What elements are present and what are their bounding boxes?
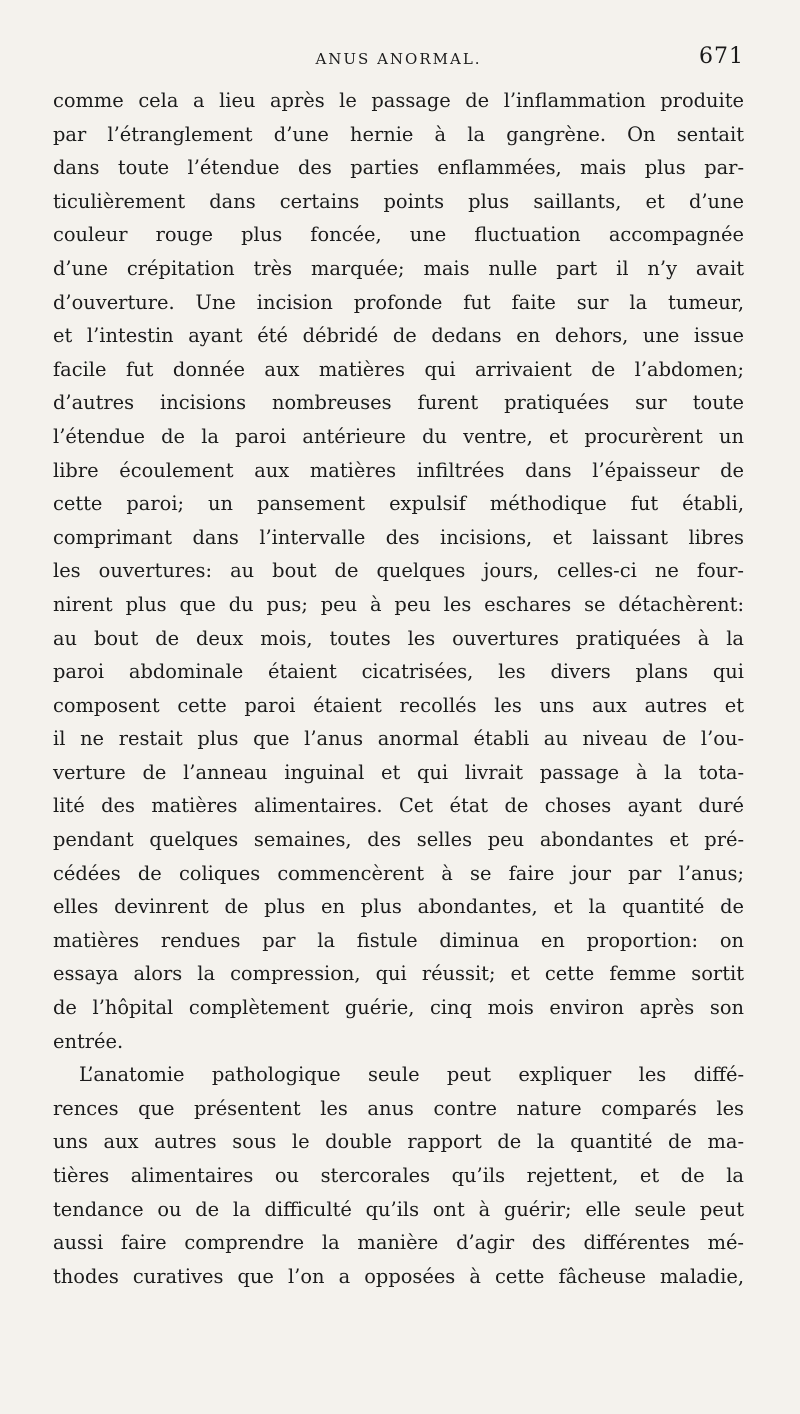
text-line: entrée. <box>53 1029 124 1053</box>
text-line: elles devinrent de plus en plus abondantes, et la quantité de <box>53 895 744 919</box>
text-line: d’une crépitation très marquée; mais nulle part il n’y avait <box>53 256 744 280</box>
paragraph-1 <box>53 84 744 1058</box>
text-line: dans toute l’étendue des parties enflammées, mais plus par- <box>53 156 744 180</box>
text-line: comprimant dans l’intervalle des incisions, et laissant libres <box>53 525 744 549</box>
text-line: matières rendues par la fistule diminua en proportion: on <box>53 928 744 952</box>
text-line: tendance ou de la difficulté qu’ils ont à guérir; elle seule peut <box>53 1197 744 1221</box>
text-line: rences que présentent les anus contre nature comparés les <box>53 1096 744 1120</box>
text-line: thodes curatives que l’on a opposées à cette fâcheuse maladie, <box>53 1264 744 1288</box>
text-line: ticulièrement dans certains points plus saillants, et d’une <box>53 189 744 213</box>
text-line: verture de l’anneau inguinal et qui livrait passage à la tota- <box>53 760 744 784</box>
text-line: libre écoulement aux matières infiltrées dans l’épaisseur de <box>53 458 744 482</box>
text-line: uns aux autres sous le double rapport de la quantité de ma- <box>53 1130 744 1154</box>
text-line: les ouvertures: au bout de quelques jours, celles-ci ne four- <box>53 559 744 583</box>
text-line: au bout de deux mois, toutes les ouvertures pratiquées à la <box>53 626 744 650</box>
text-line: comme cela a lieu après le passage de l’inflammation produite <box>53 89 744 112</box>
text-line: essaya alors la compression, qui réussit; et cette femme sortit <box>53 962 744 986</box>
text-line: l’étendue de la paroi antérieure du ventre, et procurèrent un <box>53 424 744 448</box>
text-line: par l’étranglement d’une hernie à la gangrène. On sentait <box>53 122 744 146</box>
text-line: composent cette paroi étaient recollés les uns aux autres et <box>53 693 744 717</box>
text-line: pendant quelques semaines, des selles peu abondantes et pré- <box>53 828 744 852</box>
text-line: tières alimentaires ou stercorales qu’ils rejettent, et de la <box>53 1164 744 1187</box>
text-line: cette paroi; un pansement expulsif méthodique fut établi, <box>53 492 744 516</box>
paragraph-2 <box>53 1058 744 1293</box>
text-line: lité des matières alimentaires. Cet état de choses ayant duré <box>53 794 744 818</box>
text-line: facile fut donnée aux matières qui arrivaient de l’abdomen; <box>53 357 744 381</box>
text-line: il ne restait plus que l’anus anormal établi au niveau de l’ou- <box>53 727 744 751</box>
text-line: nirent plus que du pus; peu à peu les eschares se détachèrent: <box>53 592 744 616</box>
text-line: d’autres incisions nombreuses furent pratiquées sur toute <box>53 391 744 415</box>
running-title: ANUS ANORMAL. <box>315 50 482 68</box>
body-text <box>53 84 744 1293</box>
running-head <box>53 44 744 80</box>
text-line: paroi abdominale étaient cicatrisées, les divers plans qui <box>53 660 744 684</box>
page-number: 671 <box>699 44 744 69</box>
text-line: cédées de coliques commencèrent à se faire jour par l’anus; <box>53 861 744 885</box>
text-line: et l’intestin ayant été débridé de dedans en dehors, une issue <box>53 324 744 348</box>
text-line: aussi faire comprendre la manière d’agir des différentes mé- <box>53 1231 744 1255</box>
text-line: couleur rouge plus foncée, une fluctuation accompagnée <box>53 223 744 247</box>
text-line: d’ouverture. Une incision profonde fut faite sur la tumeur, <box>53 290 744 314</box>
text-line: L’anatomie pathologique seule peut expliquer les diffé- <box>79 1063 744 1087</box>
text-line: de l’hôpital complètement guérie, cinq mois environ après son <box>53 996 744 1020</box>
